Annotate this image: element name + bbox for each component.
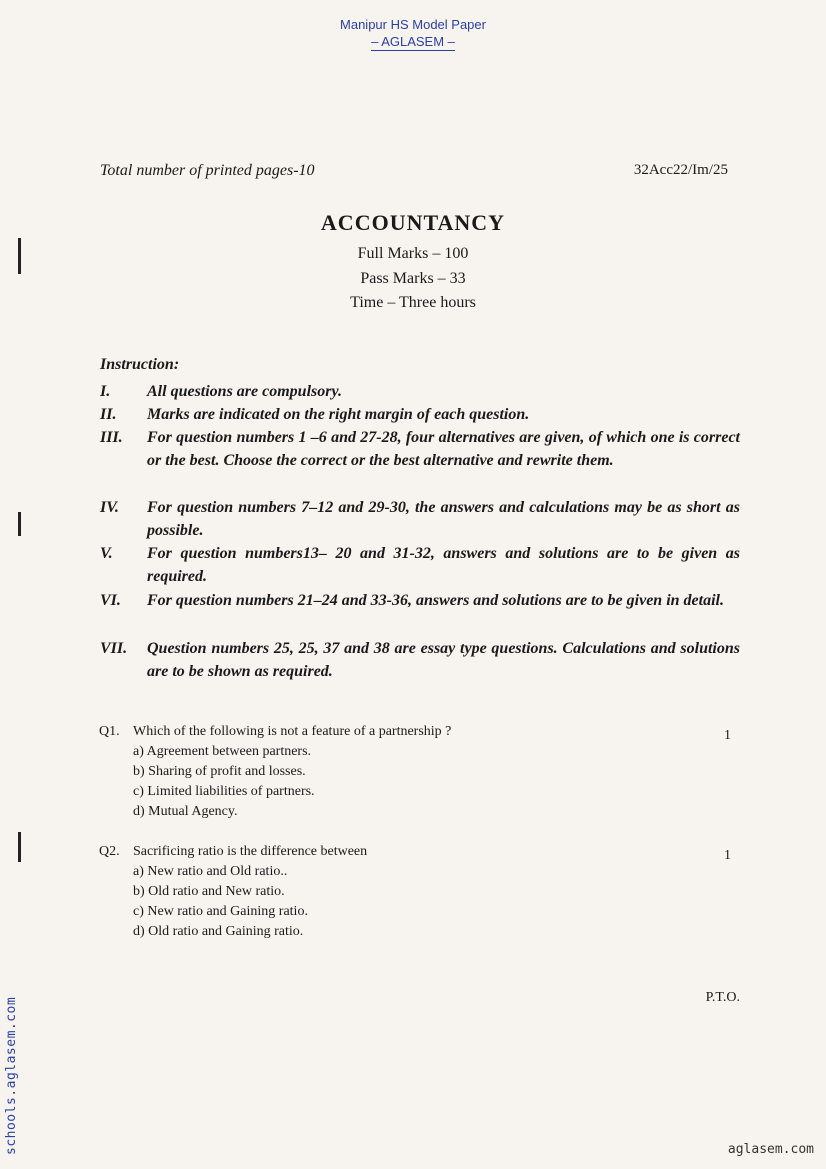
instruction-number: VII. [100, 640, 128, 657]
option-a: a) New ratio and Old ratio.. [133, 864, 288, 879]
option-a: a) Agreement between partners. [133, 744, 312, 759]
side-watermark-url[interactable]: schools.aglasem.com [4, 996, 19, 1155]
scan-edge-mark-2 [18, 512, 21, 536]
paper-code: 32Acc22/Im/25 [633, 162, 728, 178]
instruction-item [100, 426, 740, 472]
instruction-text: All questions are compulsory. [147, 383, 342, 400]
instruction-heading: Instruction: [100, 356, 180, 373]
instruction-text: For question numbers 1 –6 and 27-28, four alternatives are given, of which one is correct or the best. Choose the correct or the best alternative and rewrite them. [147, 429, 740, 469]
instruction-text: Marks are indicated on the right margin of each question. [147, 406, 530, 423]
full-marks: Full Marks – 100 [357, 245, 469, 262]
watermark-title: Manipur HS Model Paper [340, 17, 486, 32]
instruction-text: For question numbers 7–12 and 29-30, the answers and calculations may be as short as possible. [147, 499, 740, 539]
instruction-text: For question numbers13– 20 and 31-32, answers and solutions are to be given as required. [147, 545, 740, 585]
footer-url[interactable]: aglasem.com [727, 1142, 814, 1157]
scan-edge-mark-3 [18, 832, 21, 862]
question-text: Which of the following is not a feature of a partnership ? [133, 724, 452, 739]
question-marks: 1 [724, 728, 731, 743]
instruction-item [100, 637, 740, 683]
watermark-header [0, 16, 826, 51]
question-marks: 1 [724, 848, 731, 863]
option-d: d) Mutual Agency. [133, 804, 238, 819]
question-2 [99, 842, 739, 942]
bleed-through-1 [450, 185, 453, 197]
option-c: c) Limited liabilities of partners. [133, 784, 315, 799]
option-c: c) New ratio and Gaining ratio. [133, 904, 308, 919]
pass-marks: Pass Marks – 33 [360, 270, 466, 287]
time-allowed: Time – Three hours [350, 294, 476, 311]
watermark-brand: – AGLASEM – [371, 34, 455, 49]
instruction-number: I. [100, 383, 111, 400]
paper-title: ACCOUNTANCY [320, 210, 506, 235]
instruction-item [100, 380, 740, 403]
option-b: b) Old ratio and New ratio. [133, 884, 285, 899]
instruction-item [100, 589, 740, 612]
printed-pages-note: Total number of printed pages-10 [100, 162, 315, 179]
instruction-number: III. [100, 429, 123, 446]
option-d: d) Old ratio and Gaining ratio. [133, 924, 304, 939]
instruction-number: VI. [100, 592, 121, 609]
instruction-item [100, 542, 740, 588]
instruction-item [100, 403, 740, 426]
instruction-text: For question numbers 21–24 and 33-36, answers and solutions are to be given in detail. [147, 592, 724, 609]
option-b: b) Sharing of profit and losses. [133, 764, 306, 779]
question-number: Q2. [99, 844, 120, 859]
pto-note: P.T.O. [705, 990, 740, 1005]
instruction-item [100, 496, 740, 542]
instruction-text: Question numbers 25, 25, 37 and 38 are essay type questions. Calculations and solutions are to be shown as required. [147, 640, 740, 680]
question-text: Sacrificing ratio is the difference between [133, 844, 368, 859]
instruction-number: II. [100, 406, 117, 423]
instruction-number: IV. [100, 499, 119, 516]
question-1 [99, 722, 739, 822]
instruction-number: V. [100, 545, 113, 562]
question-number: Q1. [99, 724, 120, 739]
